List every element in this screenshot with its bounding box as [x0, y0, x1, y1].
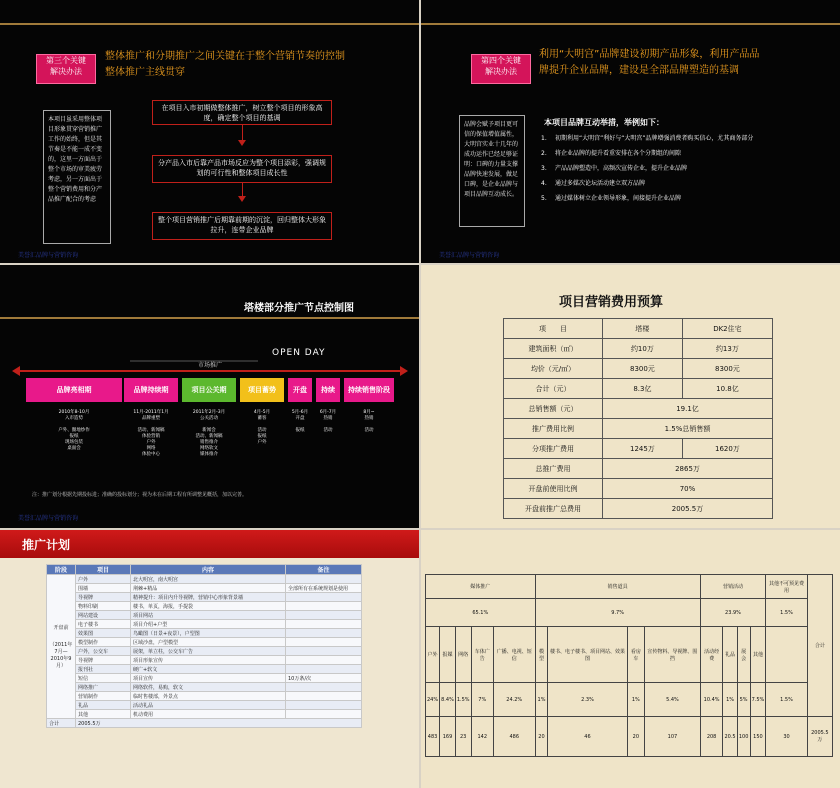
plan-row [47, 593, 362, 602]
slide-plan [0, 530, 419, 788]
alloc-cell: 户外 [426, 627, 440, 683]
budget-label: 建筑面积（㎡） [504, 339, 603, 359]
alloc-cell: 30 [766, 717, 807, 757]
budget-label: 开盘前推广总费用 [504, 499, 603, 519]
plan-row [47, 710, 362, 719]
budget-label: 推广费用比例 [504, 419, 603, 439]
plan-cell: 展架，单立柱，公交车广告 [131, 647, 286, 656]
budget-row [504, 359, 773, 379]
plan-cell: 模型制作 [76, 638, 131, 647]
budget-label: 总推广费用 [504, 459, 603, 479]
footer-brand: 美誉汇品牌与营销咨询 [18, 515, 79, 522]
phase-block: 品牌亮相期 [26, 378, 122, 402]
alloc-row [426, 599, 833, 627]
plan-row [47, 575, 362, 584]
budget-value: 8300元 [603, 359, 683, 379]
measure-item [541, 194, 821, 203]
budget-row [504, 459, 773, 479]
headline-line-1: 整体推广和分期推广之间关键在于整个营销节奏的控制 [105, 51, 345, 62]
plan-cell [286, 683, 362, 692]
budget-label: 分项推广费用 [504, 439, 603, 459]
budget-value: 8300元 [682, 359, 772, 379]
budget-title: 项目营销费用预算 [559, 295, 664, 310]
measure-item [541, 149, 821, 158]
alloc-cell: 65.1% [426, 599, 536, 627]
plan-total-label: 合计 [47, 719, 76, 728]
plan-cell: 项目网站 [131, 611, 286, 620]
alloc-cell: 23 [455, 717, 471, 757]
budget-value: 10.8亿 [682, 379, 772, 399]
alloc-cell: 媒体推广 [426, 575, 536, 599]
plan-header: 内容 [131, 565, 286, 575]
budget-value: 1245万 [603, 439, 683, 459]
budget-row [504, 499, 773, 519]
alloc-cell: 7.5% [750, 683, 766, 717]
solution-tag: 第三个关键 解决办法 [36, 54, 96, 84]
budget-table [503, 318, 773, 519]
alloc-cell: 展会 [737, 627, 750, 683]
allocation-table [425, 574, 833, 757]
plan-cell [286, 710, 362, 719]
plan-row [47, 701, 362, 710]
budget-value: 约13万 [682, 339, 772, 359]
plan-cell [286, 692, 362, 701]
alloc-cell: 报媒 [440, 627, 456, 683]
timeline-title: 塔楼部分推广节点控制图 [244, 303, 354, 314]
alloc-cell: 9.7% [535, 599, 700, 627]
plan-cell: 楼书，单页，海报，手提袋 [131, 602, 286, 611]
plan-title: 推广计划 [22, 538, 71, 552]
alloc-cell: 其他 [750, 627, 766, 683]
plan-table [46, 564, 362, 728]
plan-cell: 短信 [76, 674, 131, 683]
alloc-cell: 模型 [535, 627, 548, 683]
plan-row [47, 602, 362, 611]
plan-cell: 导视牌 [76, 593, 131, 602]
plan-cell: 硬广+软文 [131, 665, 286, 674]
headline-line-2: 整体推广主线贯穿 [105, 67, 185, 78]
alloc-cell: 7% [471, 683, 493, 717]
plan-cell [286, 647, 362, 656]
plan-cell: 荆棘+精品 [131, 584, 286, 593]
alloc-cell: 其他不可预见费用 [766, 575, 807, 599]
slide-allocation [421, 530, 840, 788]
alloc-cell: 486 [493, 717, 535, 757]
plan-cell: 其他 [76, 710, 131, 719]
plan-cell: 报刊社 [76, 665, 131, 674]
alloc-cell: 1.5% [455, 683, 471, 717]
plan-row [47, 683, 362, 692]
headline-line-2: 牌提升企业品牌，建设是全部品牌塑造的基调 [539, 65, 739, 76]
top-rule [0, 23, 419, 25]
plan-cell: 活动礼品 [131, 701, 286, 710]
plan-row [47, 692, 362, 701]
budget-value: 塔楼 [603, 319, 683, 339]
list-title: 本项目品牌互动举措，举例如下： [544, 118, 664, 127]
phase-note: 8月~ 热销 活动 [363, 410, 375, 433]
plan-cell [286, 665, 362, 674]
budget-value: 1.5%总销售额 [603, 419, 773, 439]
budget-value: 70% [603, 479, 773, 499]
measure-number: 3. [541, 165, 547, 172]
budget-value: 8.3亿 [603, 379, 683, 399]
alloc-cell: 169 [440, 717, 456, 757]
budget-row [504, 379, 773, 399]
plan-cell: 项目宣传 [131, 674, 286, 683]
budget-value: 2865万 [603, 459, 773, 479]
plan-cell: 营销制作 [76, 692, 131, 701]
alloc-cell: 车体广告 [471, 627, 493, 683]
alloc-cell: 活动经费 [700, 627, 723, 683]
budget-value: 1620万 [682, 439, 772, 459]
measure-number: 5. [541, 195, 547, 202]
measure-number: 1. [541, 135, 547, 142]
plan-header: 备注 [286, 565, 362, 575]
plan-cell: 机动费用 [131, 710, 286, 719]
alloc-cell: 20 [535, 717, 548, 757]
alloc-row [426, 717, 833, 757]
phase-block: 项目公关期 [182, 378, 236, 402]
plan-cell: 区域沙盘，户型模型 [131, 638, 286, 647]
budget-label: 开盘前使用比例 [504, 479, 603, 499]
alloc-cell: 看房车 [627, 627, 645, 683]
flow-step-1: 在项目入市初期做整体推广，树立整个项目的形象高度，确定整个项目的基调 [152, 100, 332, 125]
alloc-cell: 150 [750, 717, 766, 757]
plan-row [47, 656, 362, 665]
phase-block: 开盘 [288, 378, 312, 402]
alloc-cell: 礼品 [723, 627, 737, 683]
title-rule [0, 317, 419, 319]
plan-cell [286, 638, 362, 647]
plan-cell [286, 620, 362, 629]
openday-label: OPEN DAY [272, 348, 326, 358]
plan-cell [286, 656, 362, 665]
alloc-cell: 24.2% [493, 683, 535, 717]
measure-text: 通过媒体树立企业领导形象，间接提升企业品牌 [555, 195, 682, 202]
market-label: 市场推广 [198, 362, 223, 369]
phase-note: 4月-5月 蓄客 活动 报纸 户外 [253, 410, 271, 445]
top-rule [421, 23, 840, 25]
alloc-cell: 20 [627, 717, 645, 757]
flow-line-1 [242, 125, 243, 140]
slide-budget [421, 265, 840, 528]
timeline-caption: 注：推广划分根据先期投标进；准确的投标划分；视为未在后期工程有所调整见概括，加以完善。 [32, 492, 248, 498]
alloc-cell: 1.5% [766, 599, 807, 627]
plan-cell [286, 611, 362, 620]
measure-number: 4. [541, 180, 547, 187]
measure-text: 通过多媒次论坛活动建立双方品牌 [555, 180, 646, 187]
slide-timeline [0, 265, 419, 528]
plan-header: 项目 [76, 565, 131, 575]
alloc-cell: 5.4% [645, 683, 701, 717]
alloc-row [426, 683, 833, 717]
budget-row [504, 399, 773, 419]
plan-cell [286, 575, 362, 584]
footer-brand: 美誉汇品牌与营销咨询 [439, 252, 500, 259]
alloc-cell: 1.5% [766, 683, 807, 717]
flow-arrow-1 [238, 140, 246, 146]
footer-brand: 美誉汇品牌与营销咨询 [18, 252, 79, 259]
alloc-cell: 网络 [455, 627, 471, 683]
flow-arrow-2 [238, 196, 246, 202]
alloc-row [426, 627, 833, 683]
alloc-cell: 24% [426, 683, 440, 717]
budget-row [504, 319, 773, 339]
plan-cell: 物料印刷 [76, 602, 131, 611]
plan-row [47, 647, 362, 656]
plan-cell: 项目形象宣传 [131, 656, 286, 665]
budget-value: DK2住宅 [682, 319, 772, 339]
measure-item [541, 134, 821, 143]
alloc-cell [766, 627, 807, 683]
alloc-cell: 10.4% [700, 683, 723, 717]
headline-line-1: 利用“大明宫”品牌建设初期产品形象，利用产品品 [539, 49, 760, 60]
alloc-cell: 46 [548, 717, 627, 757]
plan-cell: 北大明宫，南大明宫 [131, 575, 286, 584]
alloc-cell: 1% [723, 683, 737, 717]
alloc-cell: 20.5 [723, 717, 737, 757]
budget-row [504, 479, 773, 499]
plan-phase [47, 575, 76, 719]
plan-cell [286, 593, 362, 602]
solution-tag: 第四个关键 解决办法 [471, 54, 531, 84]
plan-cell: 礼品 [76, 701, 131, 710]
plan-cell: 网络推广 [76, 683, 131, 692]
measure-item [541, 179, 821, 188]
plan-total-row [47, 719, 362, 728]
plan-cell: 全部所有在系统规划是使用 [286, 584, 362, 593]
plan-row [47, 629, 362, 638]
alloc-cell: 100 [737, 717, 750, 757]
plan-row [47, 584, 362, 593]
phase-note: 2011年2月-3月 公关活动 新闻会 活动、新闻稿 销售推介 网络软文 媒体推介 [192, 410, 226, 457]
alloc-cell: 宣传物料、导视牌、围挡 [645, 627, 701, 683]
phase-note: 6月-7月 热销 活动 [319, 410, 337, 433]
measure-number: 2. [541, 150, 547, 157]
measure-text: 初期利用“大明宫”利好与“大明宫”品牌增强消费者购买信心，尤其商务部分 [555, 135, 754, 142]
budget-value: 2005.5万 [603, 499, 773, 519]
alloc-cell: 2.3% [548, 683, 627, 717]
alloc-cell: 销售道具 [535, 575, 700, 599]
plan-cell: 电子楼书 [76, 620, 131, 629]
phase-note: 5月-6月 开盘 报纸 [291, 410, 309, 433]
budget-label: 合计（元） [504, 379, 603, 399]
alloc-cell: 合计 [807, 575, 832, 717]
flow-step-2: 分产品入市后靠产品市场反应为整个项目添彩，强调规划的可行性和整体项目成长性 [152, 155, 332, 183]
plan-cell [286, 602, 362, 611]
alloc-cell: 1% [627, 683, 645, 717]
measure-list [541, 134, 821, 209]
slide-key-solution-3 [0, 0, 419, 263]
plan-cell: 网络软件，易购，软文 [131, 683, 286, 692]
alloc-cell: 1% [535, 683, 548, 717]
flow-line-2 [242, 183, 243, 196]
alloc-cell: 营销活动 [700, 575, 766, 599]
phase-block: 持续 [316, 378, 340, 402]
flow-step-3: 整个项目营销推广后期靠前期的沉淀，回归整体大形象拉升，连带企业品牌 [152, 212, 332, 240]
plan-cell: 户外，公交车 [76, 647, 131, 656]
alloc-cell: 5% [737, 683, 750, 717]
plan-header: 阶段 [47, 565, 76, 575]
plan-cell [286, 701, 362, 710]
plan-header-row [47, 565, 362, 575]
plan-cell: 导视牌 [76, 656, 131, 665]
phase-block: 项目蓄势 [240, 378, 284, 402]
plan-row [47, 611, 362, 620]
plan-cell: 户外 [76, 575, 131, 584]
measure-text: 将企业品牌的提升看重安排在各个分期组的间隙 [555, 150, 682, 157]
alloc-cell: 2005.5万 [807, 717, 832, 757]
budget-label: 总销售额（元） [504, 399, 603, 419]
budget-row [504, 419, 773, 439]
plan-row [47, 620, 362, 629]
plan-total-value: 2005.5万 [76, 719, 362, 728]
alloc-cell: 楼书、电子楼书、项目网站、效果图 [548, 627, 627, 683]
plan-cell: 鸟瞰图（日景+夜景），户型图 [131, 629, 286, 638]
budget-value: 19.1亿 [603, 399, 773, 419]
alloc-cell: 142 [471, 717, 493, 757]
plan-row [47, 674, 362, 683]
budget-row [504, 339, 773, 359]
phase-block: 品牌持续期 [124, 378, 178, 402]
plan-cell: 临时售楼部，外景点 [131, 692, 286, 701]
plan-cell: 效果图 [76, 629, 131, 638]
plan-cell: 项目介绍+户型 [131, 620, 286, 629]
explanation-note: 品牌会赋予项目更可信的保值增值属性，大明宫实业十几年的成功运作已经足够证明：口碑的力量支撑品牌快速发展，做足口碑，是企业品牌与项目品牌互动成长。 [459, 115, 525, 227]
plan-row [47, 665, 362, 674]
measure-item [541, 164, 821, 173]
plan-cell: 围墙 [76, 584, 131, 593]
alloc-cell: 广播、电视、短信 [493, 627, 535, 683]
plan-cell: 精神提升：项目内升导视牌，营销中心形象背景墙 [131, 593, 286, 602]
explanation-note: 本项目虽采用整体项目形象贯穿营销推广工作的始终，但是其节奏是不能一成不变的，这里一方面出于整个市场的审美疲劳考虑，另一方面出于整个营销费用和分产品推广配合的考虑 [43, 110, 111, 244]
alloc-cell: 483 [426, 717, 440, 757]
phase-block: 持续销售阶段 [344, 378, 394, 402]
budget-row [504, 439, 773, 459]
plan-cell [286, 629, 362, 638]
slide-key-solution-4 [421, 0, 840, 263]
budget-label: 均价（元/㎡） [504, 359, 603, 379]
phase-note: 11月-2011年1月 品牌重塑 活动、新闻稿 体验营销 户外 网络 体验中心 [133, 410, 169, 457]
plan-cell: 10万条/次 [286, 674, 362, 683]
budget-value: 约10万 [603, 339, 683, 359]
alloc-row [426, 575, 833, 599]
plan-phase-period: （2011年7月—2010年9月） [49, 642, 73, 669]
alloc-cell: 8.4% [440, 683, 456, 717]
alloc-cell: 208 [700, 717, 723, 757]
plan-row [47, 638, 362, 647]
alloc-cell: 23.9% [700, 599, 766, 627]
budget-label: 项 目 [504, 319, 603, 339]
plan-cell: 网站建设 [76, 611, 131, 620]
plan-phase-label: 开盘前 [53, 625, 69, 631]
alloc-cell: 107 [645, 717, 701, 757]
phase-note: 2010年8-10月 入市造势 户外、圈地炒作 报纸 现场包装 桌面会 [58, 410, 90, 451]
measure-text: 产品品牌塑造中，高频次宣传企业，提升企业品牌 [555, 165, 688, 172]
